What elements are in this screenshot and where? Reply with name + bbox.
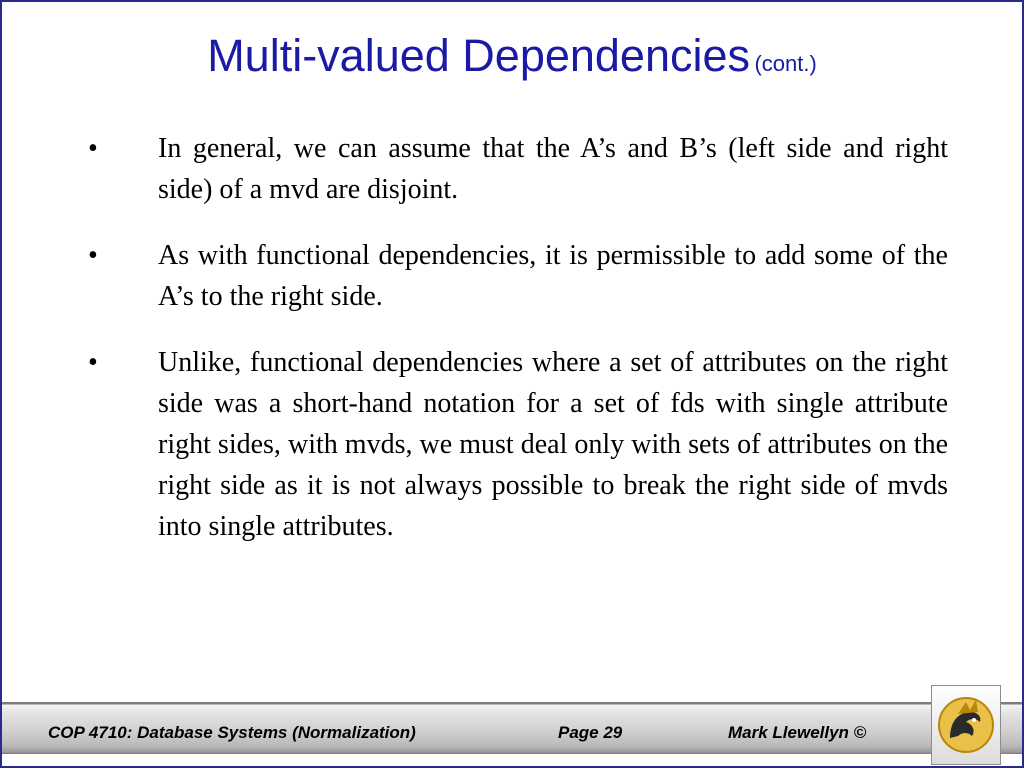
- bullet-marker: •: [88, 240, 98, 271]
- bullet-text: As with functional dependencies, it is permissible to add some of the A’s to the right side.: [158, 240, 948, 312]
- bullet-item: [88, 235, 948, 317]
- footer-course: COP 4710: Database Systems (Normalization): [48, 723, 416, 742]
- bullet-text: Unlike, functional dependencies where a set of attributes on the right side was a short-hand notation for a set of fds with single attribute right sides, with mvds, we must deal only with sets of attributes on the right side as it is not always possible to break the right side of mvds into single attributes.: [158, 347, 948, 542]
- title-main: Multi-valued Dependencies: [207, 30, 750, 81]
- footer-page-number: Page 29: [558, 723, 623, 742]
- bullet-marker: •: [88, 133, 98, 164]
- pegasus-logo-icon: [936, 694, 996, 756]
- bullet-item: [88, 342, 948, 547]
- bullet-list: [88, 128, 948, 572]
- bullet-item: [88, 128, 948, 210]
- bullet-marker: •: [88, 347, 98, 378]
- slide-title: [2, 30, 1022, 82]
- logo-box: [931, 685, 1001, 765]
- title-suffix: (cont.): [754, 51, 817, 76]
- bullet-text: In general, we can assume that the A’s and B’s (left side and right side) of a mvd are disjoint.: [158, 133, 948, 205]
- footer-author: Mark Llewellyn ©: [728, 723, 867, 742]
